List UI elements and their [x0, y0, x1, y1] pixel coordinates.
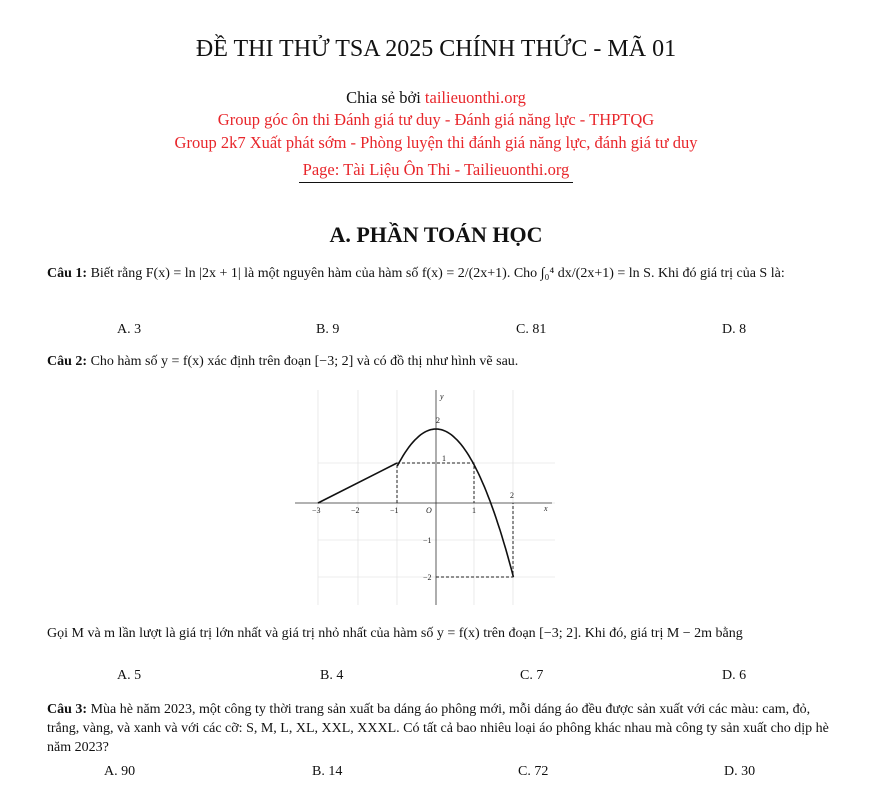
q3-text: Mùa hè năm 2023, một công ty thời trang sản xuất ba dáng áo phông mới, mỗi dáng áo đều được sản xuất với các màu: cam, đỏ, trắng, vàng, và xanh và với các cỡ: S, M, L, XL, XXL, XXXL. Có tất cả bao nhiêu loại áo phông khác nhau mà công ty sản xuất cho dịp hè năm 2023?	[47, 702, 829, 755]
page-link[interactable]	[0, 160, 872, 180]
x-tick: −3	[312, 506, 321, 515]
q1-option-a[interactable]: A. 3	[117, 322, 142, 337]
function-graph	[290, 385, 560, 610]
page-title: ĐỀ THI THỬ TSA 2025 CHÍNH THỨC - MÃ 01	[195, 36, 677, 62]
q3-option-a[interactable]: A. 90	[104, 764, 136, 779]
page-link-text[interactable]: Page: Tài Liệu Ôn Thi - Tailieuonthi.org	[299, 160, 574, 183]
q2-option-b[interactable]: B. 4	[320, 668, 344, 683]
q1-label: Câu 1:	[47, 266, 88, 281]
q3-option-c[interactable]: C. 72	[518, 764, 549, 779]
q1-option-b[interactable]: B. 9	[316, 322, 340, 337]
x-tick: 2	[510, 491, 514, 500]
shared-link[interactable]: tailieuonthi.org	[424, 88, 526, 107]
y-tick: −1	[423, 536, 432, 545]
q3-label: Câu 3:	[47, 702, 88, 717]
shared-by	[0, 88, 872, 108]
graph-line	[318, 463, 397, 503]
x-tick: −1	[390, 506, 399, 515]
y-axis-label: y	[440, 392, 444, 401]
q2-option-d[interactable]: D. 6	[722, 668, 747, 683]
x-axis-label: x	[544, 504, 548, 513]
y-tick: 2	[436, 416, 440, 425]
origin-label: O	[426, 506, 432, 515]
q2-label: Câu 2:	[47, 354, 88, 369]
y-tick: −2	[423, 573, 432, 582]
q1-option-d[interactable]: D. 8	[722, 322, 747, 337]
y-tick: 1	[442, 454, 446, 463]
x-tick: −2	[351, 506, 360, 515]
question-1	[47, 264, 837, 283]
shared-prefix: Chia sẻ bởi	[346, 88, 425, 107]
x-tick: 1	[472, 506, 476, 515]
q2-option-a[interactable]: A. 5	[117, 668, 142, 683]
group2-link[interactable]: Group 2k7 Xuất phát sớm - Phòng luyện thi đánh giá năng lực, đánh giá tư duy	[174, 133, 698, 152]
q2-option-c[interactable]: C. 7	[520, 668, 544, 683]
q3-option-b[interactable]: B. 14	[312, 764, 343, 779]
section-heading: A. PHẦN TOÁN HỌC	[329, 222, 543, 247]
q3-option-d[interactable]: D. 30	[724, 764, 756, 779]
q1-text: Biết rằng F(x) = ln |2x + 1| là một nguyên hàm của hàm số f(x) = 2/(2x+1). Cho ∫₀⁴ dx/(2x+1) = ln S. Khi đó giá trị của S là:	[90, 266, 785, 281]
q2-text: Cho hàm số y = f(x) xác định trên đoạn [−3; 2] và có đồ thị như hình vẽ sau.	[90, 354, 519, 369]
group1-link[interactable]: Group góc ôn thi Đánh giá tư duy - Đánh giá năng lực - THPTQG	[217, 110, 655, 129]
question-3	[47, 700, 837, 757]
question-2	[47, 352, 837, 371]
question-2-body: Gọi M và m lần lượt là giá trị lớn nhất và giá trị nhỏ nhất của hàm số y = f(x) trên đoạn [−3; 2]. Khi đó, giá trị M − 2m bằng	[47, 626, 743, 641]
q1-option-c[interactable]: C. 81	[516, 322, 547, 337]
